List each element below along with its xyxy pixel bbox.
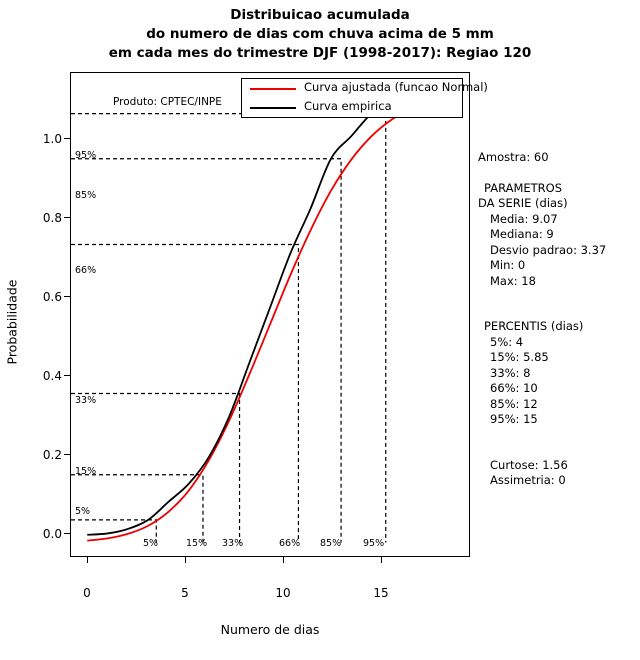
stat-max: Max: 18: [490, 273, 536, 288]
legend-item-fitted: [242, 79, 488, 98]
stat-curtose: Curtose: 1.56: [490, 457, 568, 472]
plot-label-p33-y: 33%: [75, 395, 97, 406]
y-axis-label: Probabilidade: [4, 279, 20, 365]
plot-label-p95-x: 95%: [363, 538, 385, 549]
stat-p5: 5%: 4: [490, 334, 524, 349]
stat-amostra: Amostra: 60: [478, 150, 549, 164]
produto-note: Produto: CPTEC/INPE: [113, 96, 222, 108]
stat-param-header-1: PARAMETROS: [484, 180, 563, 195]
series-fitted-curve: [87, 96, 453, 540]
stat-media: Media: 9.07: [490, 211, 558, 226]
stat-min: Min: 0: [490, 258, 526, 272]
title-line-1: Distribuicao acumulada: [230, 7, 410, 23]
legend-swatch-empirical-icon: [250, 107, 296, 109]
plot-label-p33-x: 33%: [222, 538, 244, 549]
y-tick-0: 0.0: [42, 527, 62, 541]
x-tick-3: 15: [373, 586, 389, 600]
stat-p95: 95%: 15: [490, 412, 538, 426]
stat-percentis-header: PERCENTIS (dias): [484, 319, 584, 333]
plot-label-p15-x: 15%: [186, 538, 208, 549]
legend-swatch-fitted-icon: [250, 88, 296, 90]
stat-param-header-2: DA SERIE (dias): [478, 196, 568, 210]
stat-p66: 66%: 10: [490, 381, 538, 395]
plot-label-p85-x: 85%: [320, 538, 342, 549]
y-tick-5: 1.0: [42, 132, 62, 146]
stat-desvio-padrao: Desvio padrao: 3.37: [490, 242, 607, 257]
x-axis-label: Numero de dias: [220, 622, 320, 637]
stat-p15: 15%: 5.85: [490, 350, 549, 364]
chart-svg: [71, 73, 469, 556]
series-empirical-curve: [87, 91, 453, 535]
plot-label-p66-y: 66%: [75, 265, 97, 276]
plot-label-p15-y: 15%: [75, 466, 97, 477]
y-tick-2: 0.4: [42, 369, 62, 383]
x-tick-2: 10: [275, 586, 291, 600]
title-line-3: em cada mes do trimestre DJF (1998-2017): Regiao 120: [108, 45, 532, 61]
plot-area: [70, 72, 488, 557]
plot-label-p66-x: 66%: [279, 538, 301, 549]
y-tick-1: 0.2: [42, 448, 62, 462]
chart-legend: [241, 78, 488, 118]
plot-label-p95-y: 95%: [75, 150, 97, 161]
plot-label-p5-y: 5%: [75, 506, 91, 517]
stat-p85: 85%: 12: [490, 396, 538, 411]
x-tick-1: 5: [181, 586, 189, 600]
legend-item-empirical: [242, 98, 462, 117]
x-tick-0: 0: [83, 586, 91, 600]
stat-assimetria: Assimetria: 0: [490, 473, 566, 487]
statistics-panel: [478, 150, 638, 489]
stat-p33: 33%: 8: [490, 365, 531, 380]
legend-label-fitted: Curva ajustada (funcao Normal): [304, 80, 488, 94]
legend-label-empirical: Curva empirica: [304, 99, 392, 113]
title-line-2: do numero de dias com chuva acima de 5 mm: [146, 26, 494, 42]
page-title: [0, 6, 640, 63]
plot-label-p85-y: 85%: [75, 190, 97, 201]
y-tick-3: 0.6: [42, 290, 62, 304]
y-tick-4: 0.8: [42, 211, 62, 225]
plot-label-p5-x: 5%: [143, 538, 159, 549]
stat-mediana: Mediana: 9: [490, 227, 554, 241]
